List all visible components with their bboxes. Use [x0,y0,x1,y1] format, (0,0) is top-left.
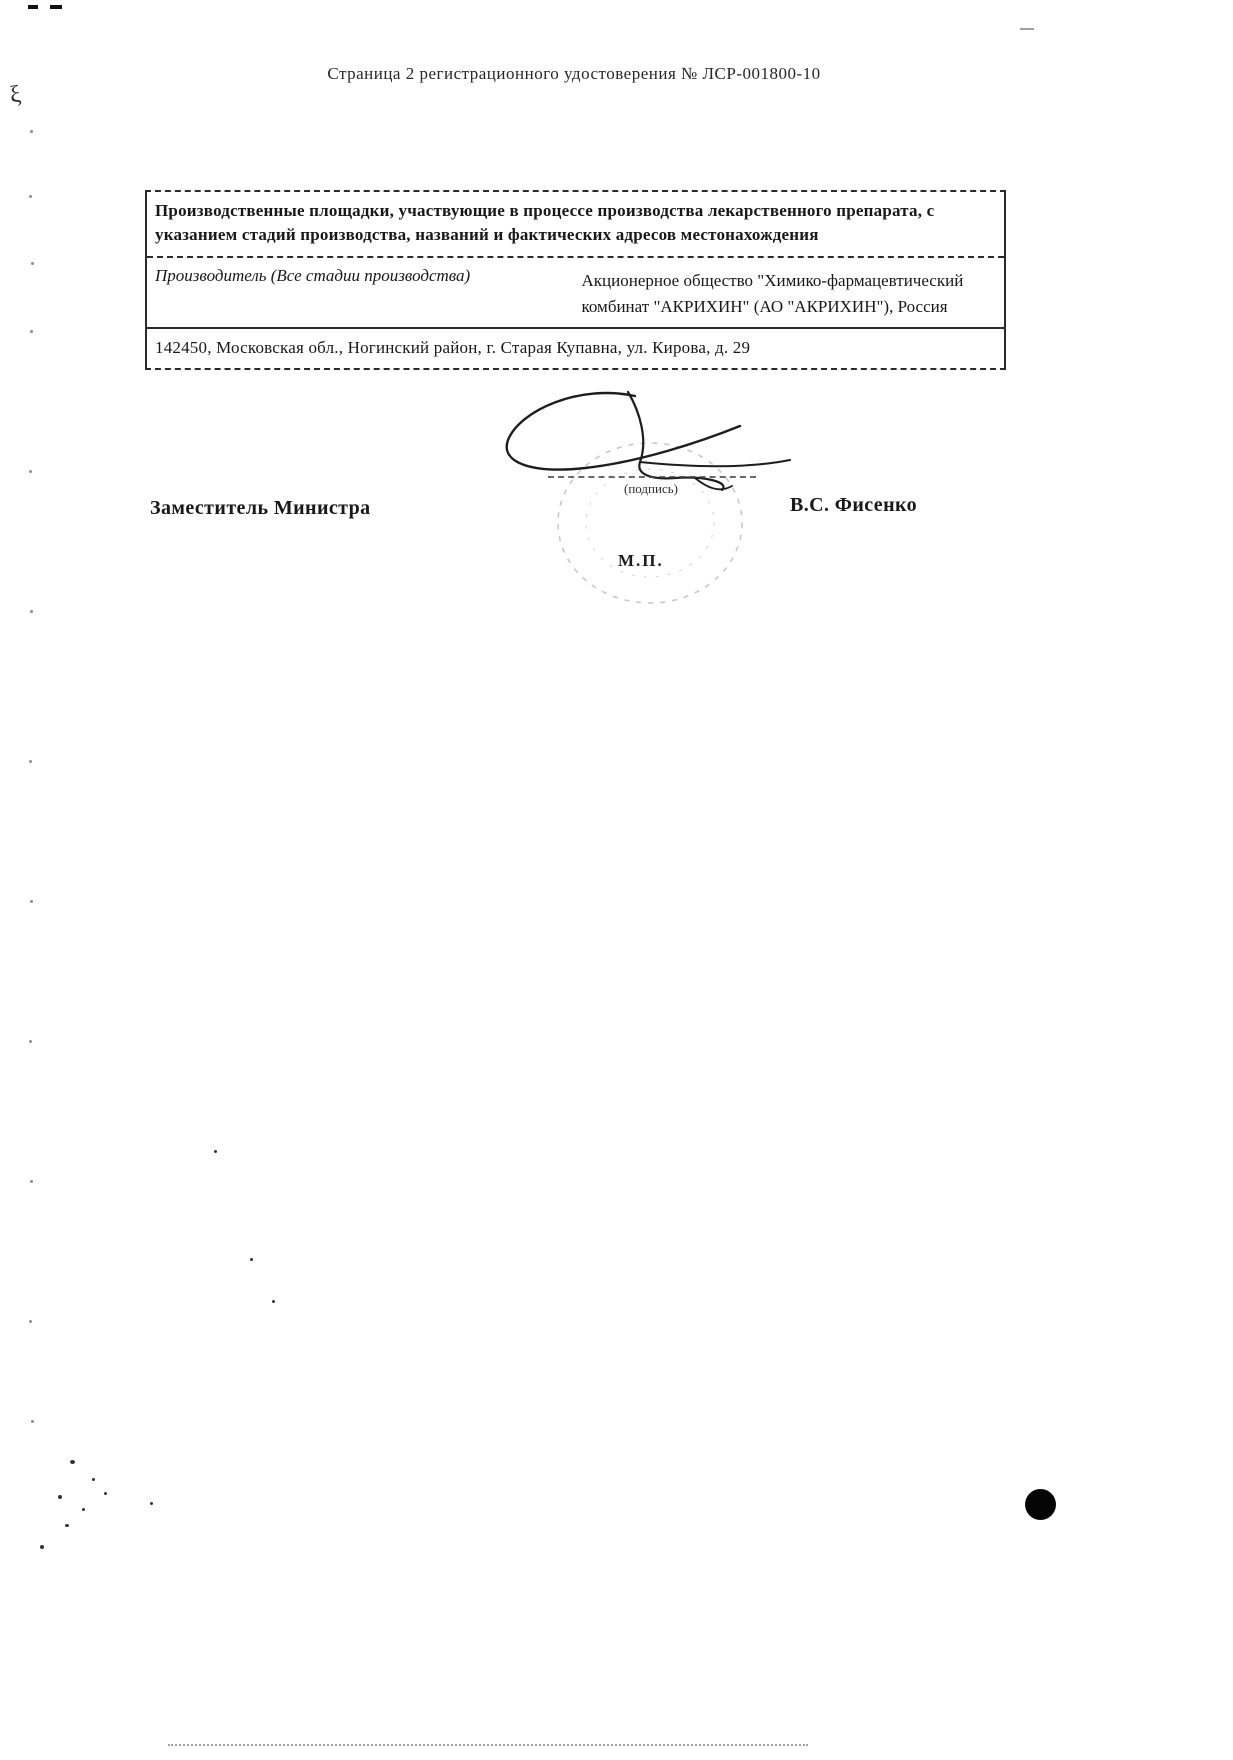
signer-post-title: Заместитель Министра [150,497,371,519]
scan-speck [30,900,33,903]
scan-speck [104,1492,107,1495]
producer-label-cell: Производитель (Все стадии производства) [155,266,471,286]
scan-speck [29,195,32,198]
scan-speck [29,470,32,473]
scan-speck [29,1040,32,1043]
scan-speck [29,760,32,763]
production-sites-table [145,190,1006,370]
scan-speck [31,262,34,265]
signature-caption: (подпись) [624,481,678,496]
scan-bottom-dotted-line [168,1744,808,1746]
scan-speck [65,1524,69,1527]
scan-speck [150,1502,153,1505]
scan-speck [250,1258,253,1261]
scan-speck [40,1545,44,1549]
scan-top-edge-marks [28,5,88,9]
table-header-cell: Производственные площадки, участвующие в процессе производства лекарственного препарата, с указанием стадий производства, названий и фактических адресов местонахождения [147,192,1004,258]
scan-speck [82,1508,85,1511]
seal-abbreviation: М.П. [618,551,664,570]
producer-value-cell: Акционерное общество "Химико-фармацевтический комбинат "АКРИХИН" (АО "АКРИХИН"), Россия [581,271,964,316]
scan-speck [30,330,33,333]
scan-speck [30,1180,33,1183]
scan-corner-curl-artifact: ξ [8,81,23,109]
scan-speck [29,1320,32,1323]
scan-top-right-mark [1020,28,1034,30]
scan-black-dot [1025,1489,1056,1520]
scan-speck [70,1460,75,1464]
scan-speck [92,1478,95,1481]
signer-name: В.С. Фисенко [790,494,918,516]
table-row [147,258,1004,327]
page-header: Страница 2 регистрационного удостоверения № ЛСР-001800-10 [327,64,821,83]
scan-speck [31,1420,34,1423]
scan-speck [30,610,33,613]
scan-speck [58,1495,62,1499]
scan-speck [214,1150,217,1153]
address-cell: 142450, Московская обл., Ногинский район, г. Старая Купавна, ул. Кирова, д. 29 [147,327,1004,368]
scan-speck [272,1300,275,1303]
scan-speck [30,130,33,133]
